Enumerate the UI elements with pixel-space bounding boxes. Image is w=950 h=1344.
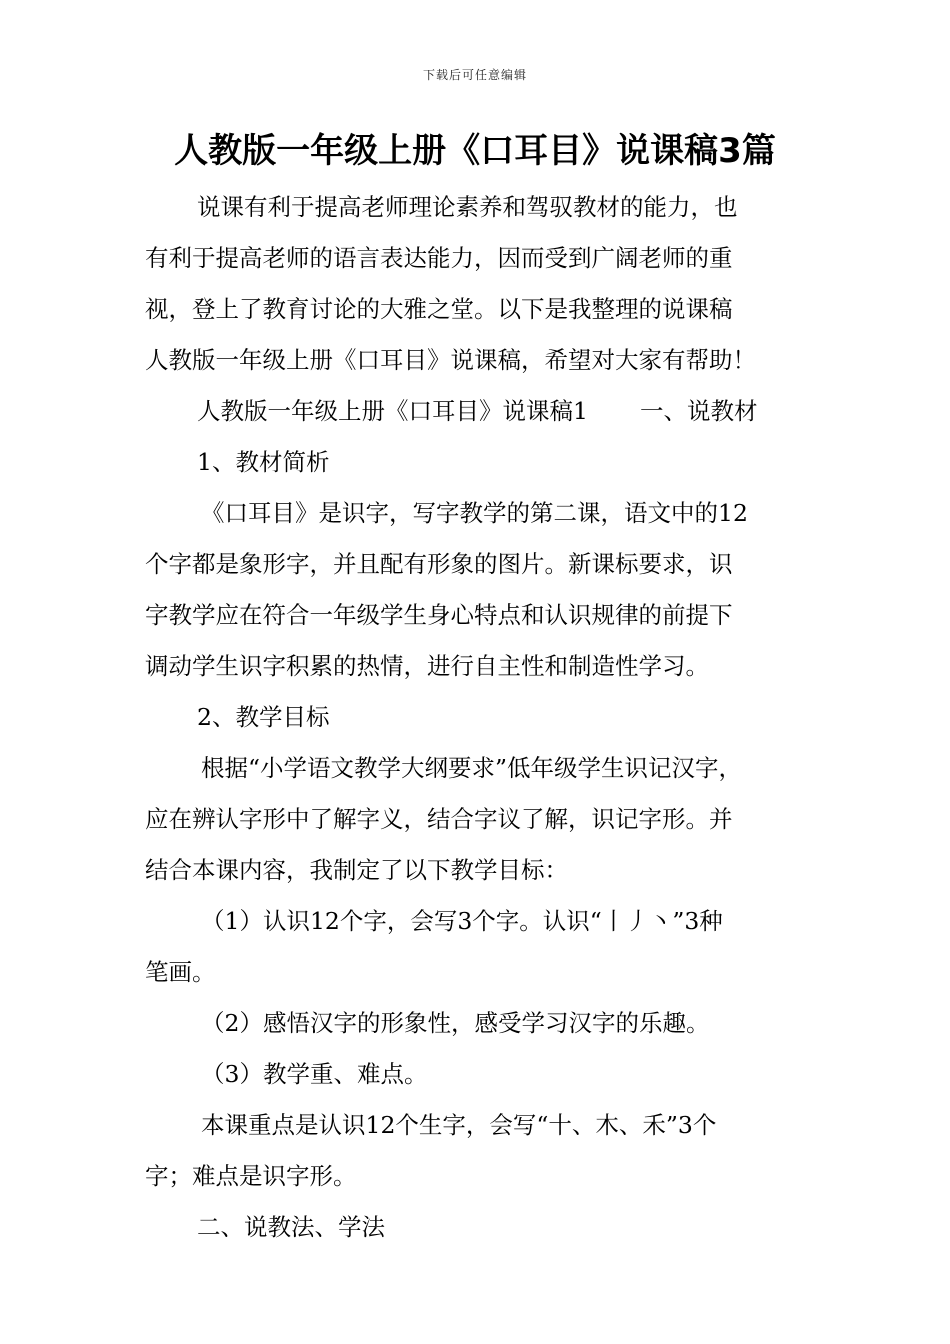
header-note: 下载后可任意编辑 bbox=[422, 68, 527, 82]
paragraph-line: 根据“小学语文教学大纲要求”低年级学生识记汉字， bbox=[201, 754, 743, 782]
subsection-heading: 2、教学目标 bbox=[197, 703, 330, 731]
section-heading-b: 一、说教材 bbox=[639, 397, 758, 425]
paragraph-line: 字；难点是识字形。 bbox=[145, 1162, 357, 1190]
section-heading: 二、说教法、学法 bbox=[197, 1213, 385, 1241]
list-item: （1）认识12个字，会写3个字。认识“丨丿丶”3种 bbox=[201, 907, 723, 935]
paragraph-line: 说课有利于提高老师理论素养和驾驭教材的能力，也 bbox=[197, 193, 738, 221]
subsection-heading: 1、教材简析 bbox=[197, 448, 330, 476]
paragraph-line: 本课重点是认识12个生字，会写“十、木、禾”3个 bbox=[201, 1111, 717, 1139]
paragraph-line: 字教学应在符合一年级学生身心特点和认识规律的前提下 bbox=[145, 601, 733, 629]
list-item: （2）感悟汉字的形象性，感受学习汉字的乐趣。 bbox=[201, 1009, 710, 1037]
section-heading-a: 人教版一年级上册《口耳目》说课稿1 bbox=[197, 397, 588, 425]
paragraph-line: 笔画。 bbox=[145, 958, 216, 986]
paragraph-line: 人教版一年级上册《口耳目》说课稿，希望对大家有帮助！ bbox=[145, 346, 756, 374]
paragraph-line: 有利于提高老师的语言表达能力，因而受到广阔老师的重 bbox=[145, 244, 733, 272]
paragraph-line: 应在辨认字形中了解字义，结合字议了解，识记字形。并 bbox=[145, 805, 733, 833]
paragraph-line: 结合本课内容，我制定了以下教学目标： bbox=[145, 856, 568, 884]
document-title: 人教版一年级上册《口耳目》说课稿3篇 bbox=[174, 131, 776, 171]
paragraph-line: 视，登上了教育讨论的大雅之堂。以下是我整理的说课稿 bbox=[145, 295, 733, 323]
section-heading-line bbox=[145, 386, 807, 437]
paragraph-line: 个字都是象形字，并且配有形象的图片。新课标要求，识 bbox=[145, 550, 733, 578]
document-body bbox=[145, 182, 807, 1253]
list-item: （3）教学重、难点。 bbox=[201, 1060, 428, 1088]
paragraph-line: 《口耳目》是识字，写字教学的第二课，语文中的12 bbox=[201, 499, 748, 527]
paragraph-line: 调动学生识字积累的热情，进行自主性和制造性学习。 bbox=[145, 652, 709, 680]
